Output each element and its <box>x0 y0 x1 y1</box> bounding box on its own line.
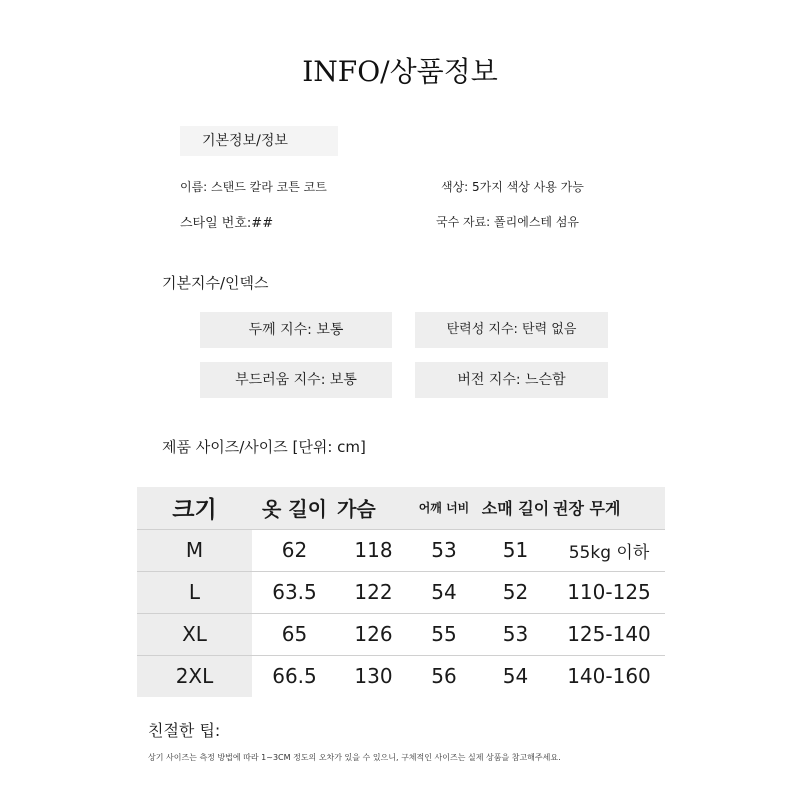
table-row <box>137 571 665 613</box>
style-number: 스타일 번호:## <box>180 216 274 231</box>
product-material: 국수 자료: 폴리에스테 섬유 <box>436 215 579 229</box>
table-row <box>137 613 665 655</box>
col-shoulder: 어깨 너비 <box>418 501 470 516</box>
softness-index: 부드러움 지수: 보통 <box>200 362 392 398</box>
length-cell: 62 <box>281 538 308 562</box>
size-cell: 2XL <box>137 655 252 697</box>
thickness-index: 두께 지수: 보통 <box>200 312 392 348</box>
length-cell: 66.5 <box>272 664 317 689</box>
size-cell: M <box>137 529 252 571</box>
size-table <box>137 487 665 697</box>
chest-cell: 118 <box>354 538 393 562</box>
size-cell: XL <box>137 613 252 655</box>
sleeve-cell: 54 <box>502 664 529 689</box>
index-header: 기본지수/인덱스 <box>162 274 269 292</box>
length-cell: 63.5 <box>272 580 317 604</box>
chest-cell: 122 <box>354 580 393 604</box>
shoulder-cell: 54 <box>431 580 457 604</box>
size-table-header: 제품 사이즈/사이즈 [단위: cm] <box>162 438 366 456</box>
product-name: 이름: 스탠드 칼라 코튼 코트 <box>180 180 327 194</box>
col-sleeve: 소매 길이 <box>481 499 550 519</box>
size-table-head-row <box>137 487 665 529</box>
length-cell: 65 <box>281 622 308 646</box>
weight-cell: 125-140 <box>567 622 651 646</box>
fit-index: 버전 지수: 느슨함 <box>415 362 608 398</box>
tip-note: 상기 사이즈는 측정 방법에 따라 1~3CM 정도의 오차가 있을 수 있으니, 구체적인 사이즈는 실제 상품을 참고해주세요. <box>148 753 561 762</box>
table-row <box>137 529 665 571</box>
tip-title: 친절한 팁: <box>148 721 221 740</box>
weight-cell: 140-160 <box>567 664 651 689</box>
shoulder-cell: 56 <box>431 664 457 689</box>
weight-cell: 110-125 <box>567 580 651 604</box>
chest-cell: 130 <box>354 664 393 689</box>
col-size: 크기 <box>172 497 217 524</box>
weight-cell: 55kg 이하 <box>568 542 650 563</box>
col-weight: 권장 무게 <box>553 499 621 519</box>
sleeve-cell: 51 <box>502 538 529 562</box>
sleeve-cell: 52 <box>502 580 529 604</box>
col-chest: 가슴 <box>337 497 376 522</box>
product-color: 색상: 5가지 색상 사용 가능 <box>441 180 584 194</box>
table-row <box>137 655 665 697</box>
shoulder-cell: 53 <box>431 538 457 562</box>
col-length: 옷 길이 <box>262 497 327 522</box>
chest-cell: 126 <box>354 622 393 646</box>
shoulder-cell: 55 <box>431 622 457 646</box>
page-title: INFO/상품정보 <box>302 55 498 88</box>
size-cell: L <box>137 571 252 613</box>
elasticity-index: 탄력성 지수: 탄력 없음 <box>415 312 608 348</box>
basic-info-header: 기본정보/정보 <box>180 126 338 156</box>
sleeve-cell: 53 <box>502 622 529 646</box>
